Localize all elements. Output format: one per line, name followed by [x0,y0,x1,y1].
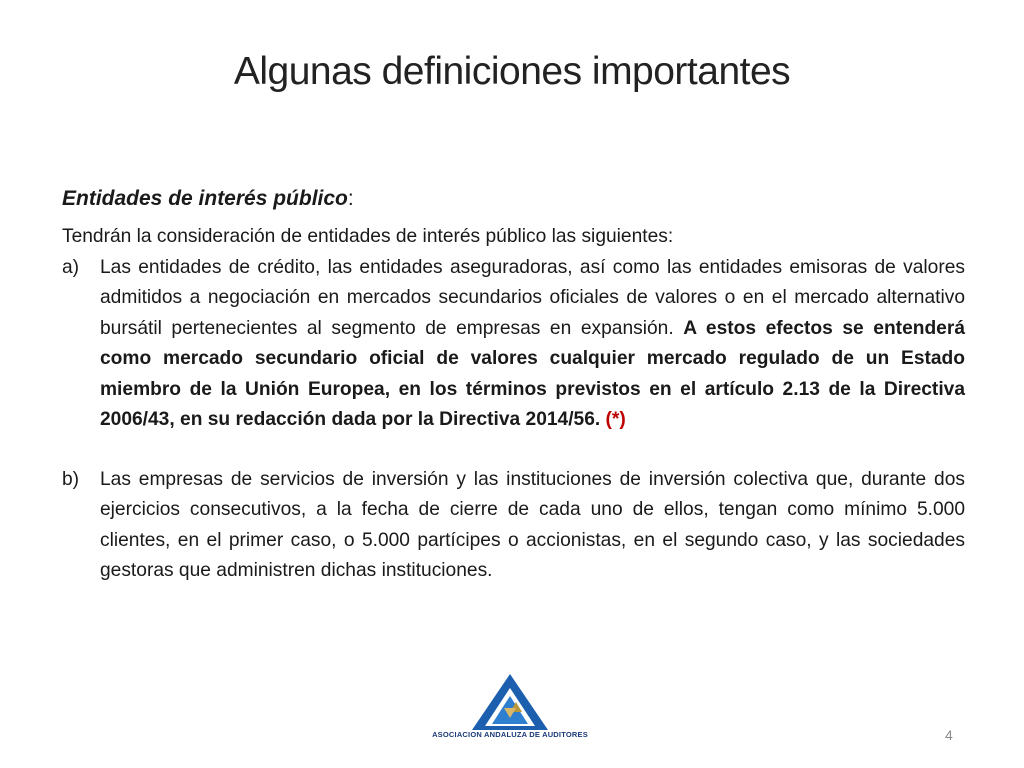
item-a-bold-text: A estos efectos se entenderá como mercado secundario oficial de valores cualquier mercado regulado de un Estado miembro de la Unión Europea, en los términos previstos en el artículo 2.13 de la Directiva 2006/43, en su redacción dada por la Directiva 2014/56. [100,317,965,430]
list-item-a [62,253,965,436]
intro-text: Tendrán la consideración de entidades de interés público las siguientes: [62,226,674,247]
association-logo [430,672,590,742]
logo-text: ASOCIACION ANDALUZA DE AUDITORES [432,730,588,739]
footnote-marker: (*) [605,409,626,430]
list-item-b [62,465,965,587]
page-number: 4 [945,727,953,743]
list-marker: a) [62,256,80,278]
section-heading-colon: : [347,187,354,210]
section-heading [62,182,965,216]
item-a-text: Las entidades de crédito, las entidades aseguradoras, así como las entidades emisoras de valores admitidos a negociación en mercados secundarios oficiales de valores o en el mercado alternativo bursátil pertenecientes al segmento de empresas en expansión. [100,256,965,339]
item-b-text: Las empresas de servicios de inversión y las instituciones de inversión colectiva que, durante dos ejercicios consecutivos, a la fecha de cierre de cada uno de ellos, tengan como mínimo 5.000 clientes, en el primer caso, o 5.000 partícipes o accionistas, en el segundo caso, y las sociedades gestoras que administren dichas instituciones. [100,468,965,581]
list-marker: b) [62,468,80,490]
slide-content [62,182,965,587]
section-heading-text: Entidades de interés público [62,187,348,210]
triangle-logo-icon [430,672,590,732]
slide-title: Algunas definiciones importantes [233,50,791,93]
